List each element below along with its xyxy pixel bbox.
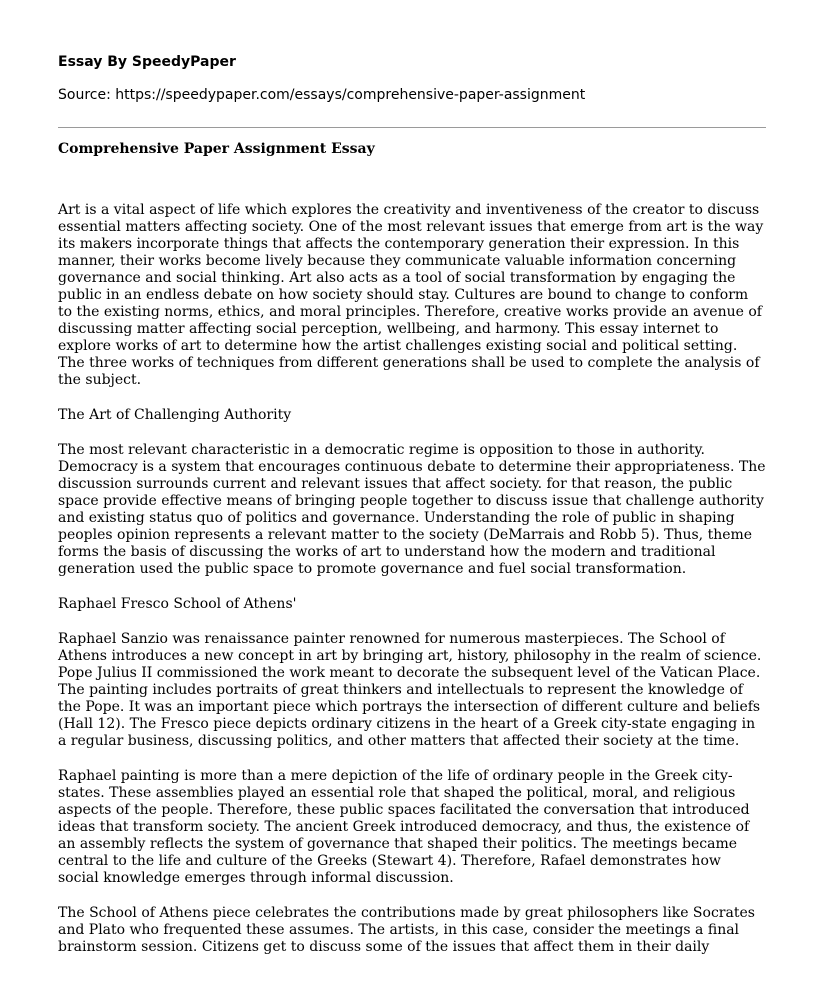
paragraph-school-of-athens-piece: The School of Athens piece celebrates the contributions made by great philosophers like Socrates and Plato who frequented these assumes. The artists, in this case, consider the meetings a final brainstorm session. Citizens get to discuss some of the issues that affect them in their daily — [58, 905, 755, 955]
section-heading-challenging-authority: The Art of Challenging Authority — [58, 407, 292, 423]
brand-title: Essay By SpeedyPaper — [58, 54, 236, 70]
section-heading-school-of-athens: Raphael Fresco School of Athens' — [58, 596, 297, 612]
paragraph-raphael-sanzio: Raphael Sanzio was renaissance painter renowned for numerous masterpieces. The School of Athens introduces a new concept in art by bringing art, history, philosophy in the realm of science. Pope Julius II commissioned the work meant to decorate the subsequent level of the Vatican Place. The painting includes portraits of great thinkers and intellectuals to represent the knowledge of the Pope. It was an important piece which portrays the intersection of different culture and beliefs (Hall 12). The Fresco piece depicts ordinary citizens in the heart of a Greek city-state engaging in a regular business, discussing politics, and other matters that affected their society at the time. — [58, 631, 762, 749]
essay-body — [58, 202, 766, 974]
divider — [58, 127, 766, 128]
source-line: Source: https://speedypaper.com/essays/comprehensive-paper-assignment — [58, 87, 586, 103]
paragraph-democracy: The most relevant characteristic in a democratic regime is opposition to those in authority. Democracy is a system that encourages continuous debate to determine their appropriateness. The discussion surrounds current and relevant issues that affect society. for that reason, the public space provide effective means of bringing people together to discuss issue that challenge authority and existing status quo of politics and governance. Understanding the role of public in shaping peoples opinion represents a relevant matter to the society (DeMarrais and Robb 5). Thus, theme forms the basis of discussing the works of art to understand how the modern and traditional generation used the public space to promote governance and fuel social transformation. — [58, 442, 766, 577]
paragraph-intro: Art is a vital aspect of life which explores the creativity and inventiveness of the creator to discuss essential matters affecting society. One of the most relevant issues that emerge from art is the way its makers incorporate things that affects the contemporary generation their expression. In this manner, their works become lively because they communicate valuable information concerning governance and social thinking. Art also acts as a tool of social transformation by engaging the public in an endless debate on how society should stay. Cultures are bound to change to conform to the existing norms, ethics, and moral principles. Therefore, creative works provide an avenue of discussing matter affecting social perception, wellbeing, and harmony. This essay internet to explore works of art to determine how the artist challenges existing social and political setting. The three works of techniques from different generations shall be used to complete the analysis of the subject. — [58, 202, 764, 388]
essay-title: Comprehensive Paper Assignment Essay — [58, 141, 375, 157]
paragraph-raphael-painting: Raphael painting is more than a mere depiction of the life of ordinary people in the Greek city-states. These assemblies played an essential role that shaped the political, moral, and religious aspects of the people. Therefore, these public spaces facilitated the conversation that introduced ideas that transform society. The ancient Greek introduced democracy, and thus, the existence of an assembly reflects the system of governance that shaped their politics. The meetings became central to the life and culture of the Greeks (Stewart 4). Therefore, Rafael demonstrates how social knowledge emerges through informal discussion. — [58, 768, 750, 886]
